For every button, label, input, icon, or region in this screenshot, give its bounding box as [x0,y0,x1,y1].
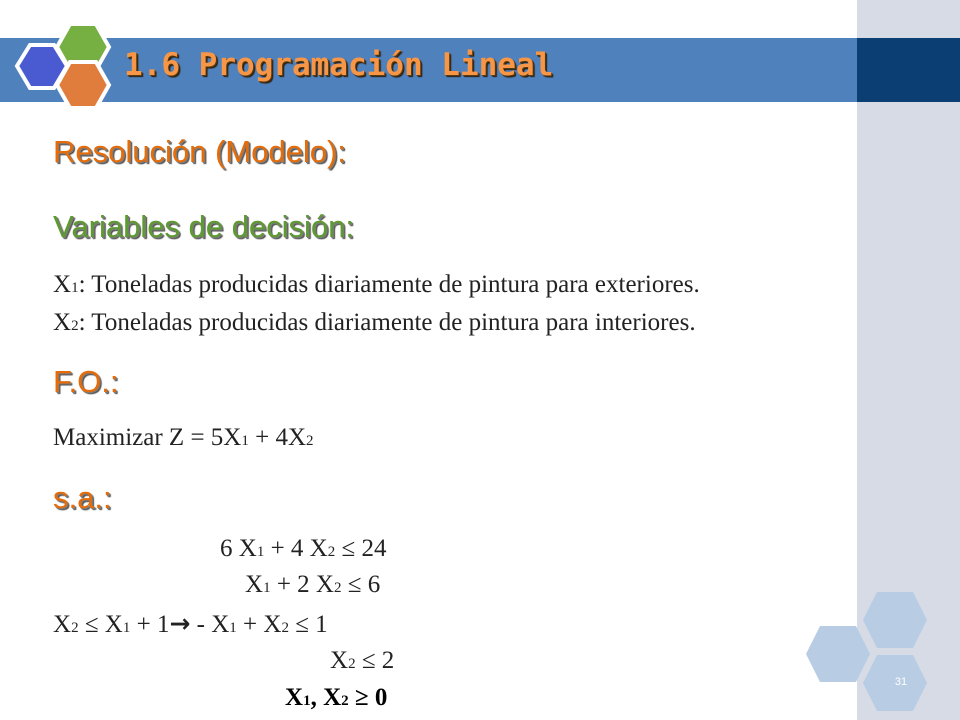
objective-heading: F.O.: [53,364,119,399]
decorative-hexagons [800,585,960,720]
page-number: 31 [894,676,908,688]
variable-x1-definition: X1: Toneladas producidas diariamente de pintura para exteriores. [53,271,700,298]
hexagon-orange [57,62,109,108]
variable-x2-definition: X2: Toneladas producidas diariamente de pintura para interiores. [53,309,696,336]
constraint-1: 6 X1 + 4 X2 ≤ 24 [220,535,387,562]
slide-title: 1.6 Programación Lineal [124,47,554,83]
constraint-2: X1 + 2 X2 ≤ 6 [245,571,381,598]
objective-function: Maximizar Z = 5X1 + 4X2 [53,424,314,451]
hexagon-light-top [863,592,927,648]
title-bar-dark-end [857,38,960,102]
hexagon-light-left [806,626,870,682]
variables-heading: Variables de decisión: [53,209,354,244]
constraint-4: X2 ≤ 2 [330,647,395,674]
hexagon-logo-cluster [0,0,120,120]
resolution-heading: Resolución (Modelo): [53,134,346,169]
constraints-heading: s.a.: [53,480,112,515]
constraint-3: X2 ≤ X1 + 1→ - X1 + X2 ≤ 1 [53,609,328,638]
implies-arrow-icon: → [169,609,191,638]
non-negativity-constraint: X1, X2 ≥ 0 [285,684,388,711]
